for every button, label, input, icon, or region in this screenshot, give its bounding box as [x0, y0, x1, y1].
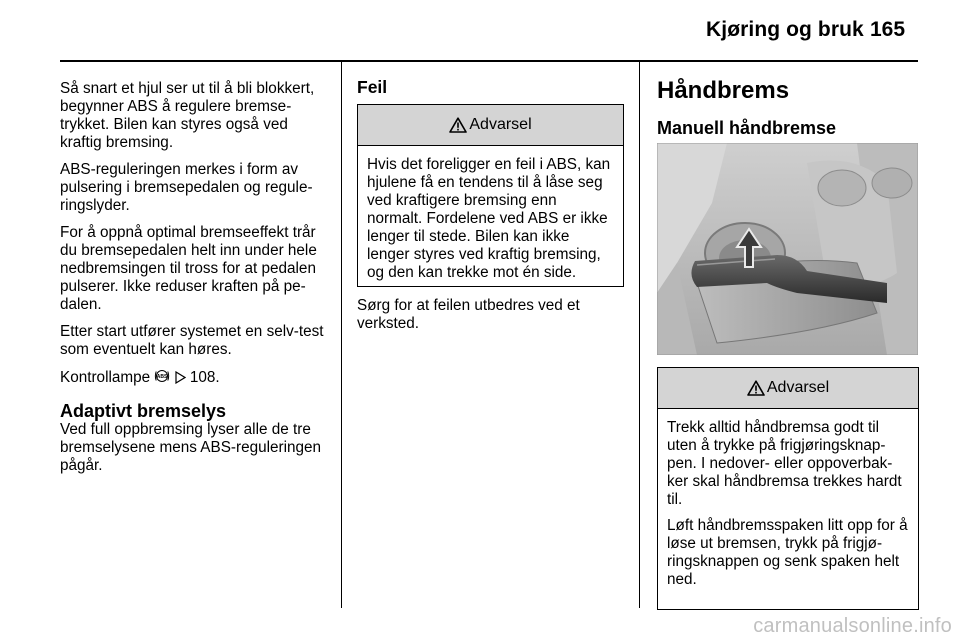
manual-handbrake-subheading: Manuell håndbremse: [657, 118, 837, 138]
warning-header: [358, 105, 623, 146]
warning-box-abs-fault: [357, 104, 624, 287]
page-header-title: Kjøring og bruk: [706, 18, 864, 41]
page-reference-icon: [175, 371, 186, 384]
control-lamp-label: Kontrollampe: [60, 369, 151, 386]
warning-body: [358, 146, 623, 298]
column-divider-1: [341, 62, 342, 608]
watermark: carmanualsonline.info: [753, 615, 952, 637]
warning-title: Advarsel: [766, 379, 830, 396]
handbrake-photo: [657, 143, 918, 355]
control-lamp-page-ref: 108.: [189, 369, 220, 386]
page-number: 165: [870, 18, 906, 41]
column-divider-2: [639, 62, 640, 608]
control-lamp-line: [60, 368, 328, 387]
warning-triangle-icon: [449, 117, 467, 133]
fault-heading: Feil: [357, 77, 388, 97]
paragraph: For å oppnå optimal bremseeffekt trår du bremsepedalen helt inn under hele nedbremsingen til tross for at pedalen pulserer. Ikke reduser kraften på pe-dalen.: [60, 224, 317, 313]
paragraph: ABS-reguleringen merkes i form av pulsering i bremsepedalen og regule-ringslyder.: [60, 161, 313, 214]
warning-triangle-icon: [747, 380, 765, 396]
warning-text: Hvis det foreligger en feil i ABS, kan hjulene få en tendens til å låse seg ved kraftigere bremsing enn normalt. Fordelene ved ABS er ikke lenger til stede. Bilen kan ikke lenger styres ved kraftig bremsing, og den kan trekke mot én side.: [367, 156, 611, 281]
handbrake-heading: Håndbrems: [657, 77, 790, 104]
paragraph: Så snart et hjul ser ut til å bli blokkert, begynner ABS å regulere bremse-trykket. Bilen kan styres også ved kraftig bremsing.: [60, 80, 315, 151]
warning-paragraph: Trekk alltid håndbremsa godt til uten å trykke på frigjøringsknap-pen. I nedover- eller oppoverbak-ker skal håndbremsa trekkes hardt til.: [667, 419, 902, 508]
adaptive-brake-light-text: Ved full oppbremsing lyser alle de tre bremselysene mens ABS-reguleringen pågår.: [60, 421, 322, 474]
abs-lamp-icon: [154, 368, 170, 384]
svg-text:ABS: ABS: [157, 374, 168, 380]
paragraph: Etter start utfører systemet en selv-test som eventuelt kan høres.: [60, 323, 324, 358]
repair-note: Sørg for at feilen utbedres ved et verksted.: [357, 297, 580, 332]
handbrake-illustration: [657, 143, 918, 355]
column-2-after: [357, 297, 622, 342]
header-rule: [60, 60, 918, 62]
warning-paragraph: Løft håndbremsspaken litt opp for å løse ut bremsen, trykk på frigjø-ringsknappen og senk spaken helt ned.: [667, 517, 908, 588]
column-1: [60, 80, 328, 484]
warning-header: [658, 368, 918, 409]
warning-box-handbrake: [657, 367, 919, 610]
warning-title: Advarsel: [469, 116, 532, 133]
warning-body: [658, 409, 918, 605]
adaptive-brake-light-heading: Adaptivt bremselys: [60, 401, 227, 421]
column-3-headings: [657, 77, 922, 139]
